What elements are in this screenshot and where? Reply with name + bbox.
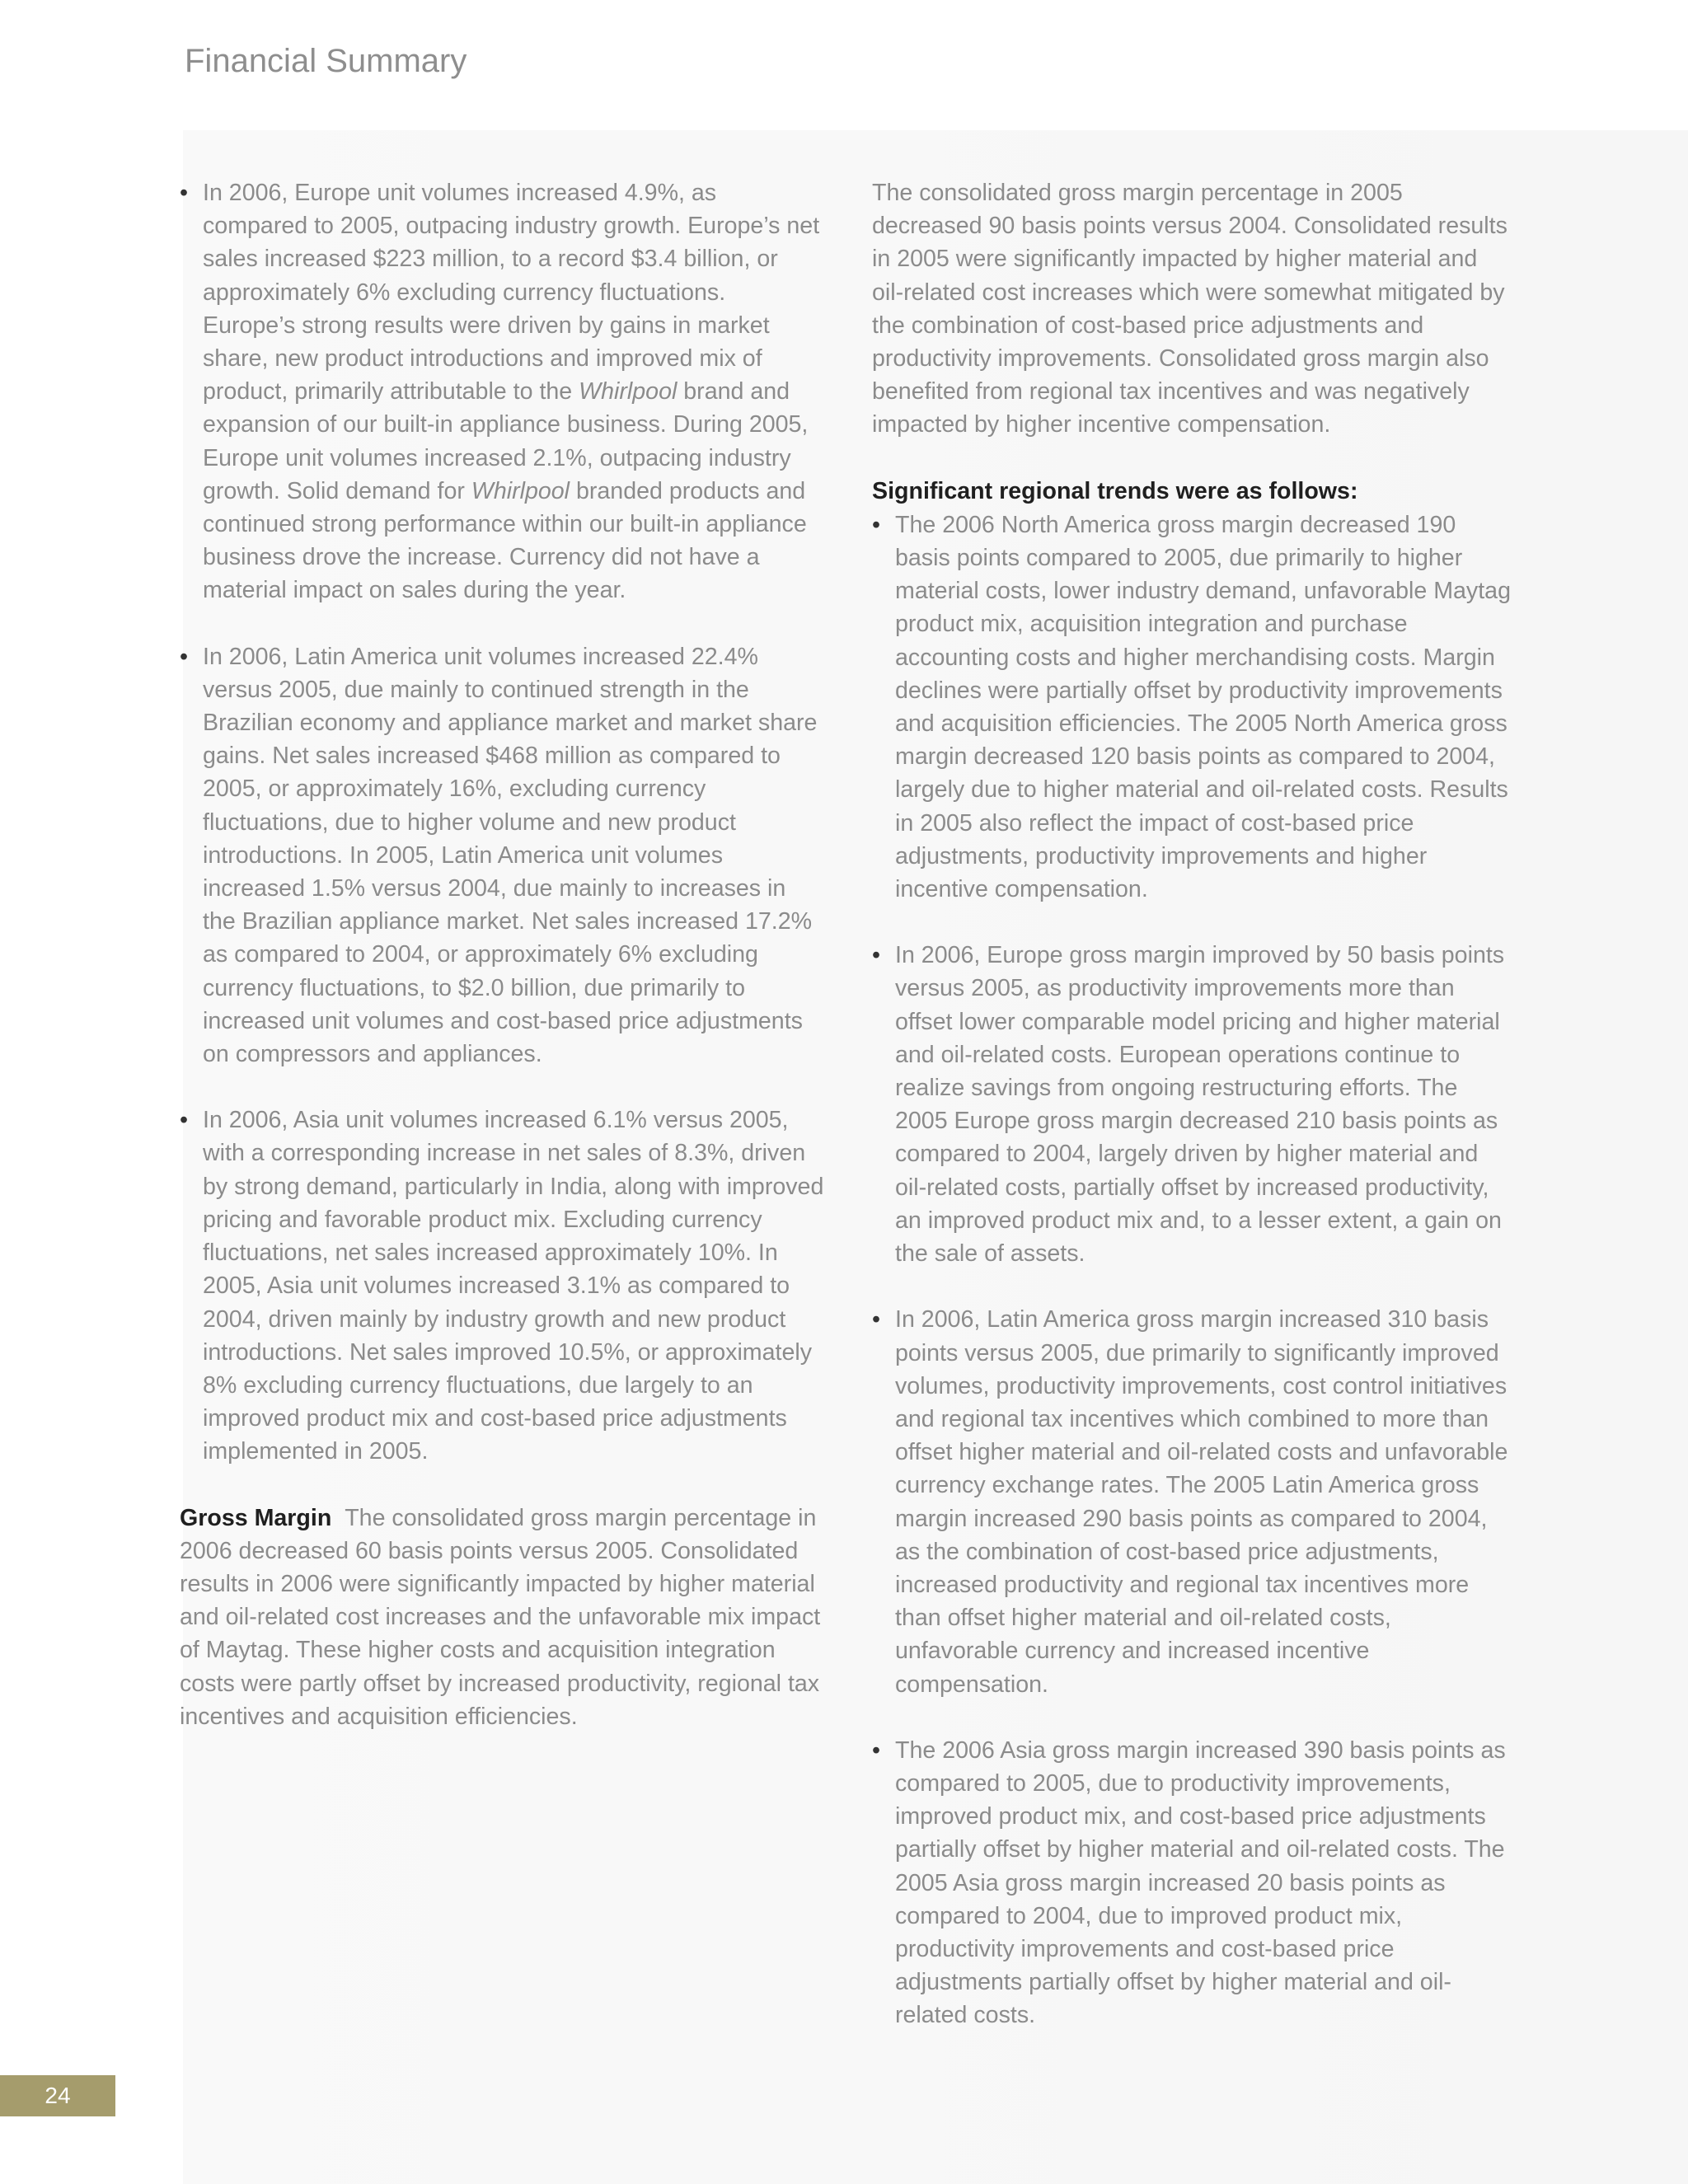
bullet-europe-margin: • In 2006, Europe gross margin improved by 50 basis points versus 2005, as productivity improvements more than offset lower comparable model pricing and higher material and oil-related costs. European operations continue to realize savings from ongoing restructuring efforts. The 2005 Europe gross margin decreased 210 basis points as compared to 2004, largely driven by higher material and oil-related costs, partially offset by increased productivity, an improved product mix and, to a lesser extent, a gain on the sale of assets. <box>872 939 1515 1270</box>
consolidated-margin-paragraph: The consolidated gross margin percentage in 2005 decreased 90 basis points versus 2004. Consolidated results in 2005 were significantly impacted by higher material and oil-related cost increases which were somewhat mitigated by the combination of cost-based price adjustments and productivity improvements. Consolidated gross margin also benefited from regional tax incentives and was negatively impacted by higher incentive compensation. <box>872 180 1507 438</box>
bullet-north-america-margin: • The 2006 North America gross margin decreased 190 basis points compared to 2005, due primarily to higher material costs, lower industry demand, unfavorable Maytag product mix, acquisition integration and purchase accounting costs and higher merchandising costs. Margin declines were partially offset by productivity improvements and acquisition efficiencies. The 2005 North America gross margin decreased 120 basis points as compared to 2004, largely due to higher material and oil-related costs. Results in 2005 also reflect the impact of cost-based price adjustments, productivity improvements and higher incentive compensation. <box>872 509 1515 906</box>
brand-name: Whirlpool <box>579 378 678 405</box>
bullet-text: branded products and continued strong performance within our built-in appliance business drove the increase. Currency did not have a material impact on sales during the year. <box>203 477 807 604</box>
right-column <box>872 176 1515 2065</box>
bullet-text: In 2006, Europe unit volumes increased 4.9%, as compared to 2005, outpacing industry growth. Europe’s net sales increased $223 million, to a record $3.4 billion, or approximately 6% excluding currency fluctuations. Europe’s strong results were driven by gains in market share, new product introductions and improved mix of product, primarily attributable to the <box>203 180 820 405</box>
brand-name: Whirlpool <box>471 477 570 504</box>
gross-margin-heading: Gross Margin <box>180 1504 332 1531</box>
gross-margin-paragraph <box>180 1502 824 1733</box>
left-column <box>180 176 824 1766</box>
bullet-europe-volumes <box>180 176 824 607</box>
gross-margin-text: The consolidated gross margin percentage in 2006 decreased 60 basis points versus 2005. Consolidated results in 2006 were significantly impacted by higher material and oil-related cost increases and the unfavorable mix impact of Maytag. These higher costs and acquisition integration costs were partly offset by increased productivity, regional tax incentives and acquisition efficiencies. <box>180 1504 821 1730</box>
bullet-latin-america-margin: • In 2006, Latin America gross margin increased 310 basis points versus 2005, due primarily to significantly improved volumes, productivity improvements, cost control initiatives and regional tax incentives which combined to more than offset higher material and oil-related costs and unfavorable currency exchange rates. The 2005 Latin America gross margin increased 290 basis points as compared to 2004, as the combination of cost-based price adjustments, increased productivity and regional tax incentives more than offset higher material and oil-related costs, unfavorable currency and increased incentive compensation. <box>872 1303 1515 1700</box>
regional-trends-heading: Significant regional trends were as follows: <box>872 477 1358 504</box>
bullet-latin-america-volumes: • In 2006, Latin America unit volumes increased 22.4% versus 2005, due mainly to continued strength in the Brazilian economy and appliance market and market share gains. Net sales increased $468 million as compared to 2005, or approximately 16%, excluding currency fluctuations, due to higher volume and new product introductions. In 2005, Latin America unit volumes increased 1.5% versus 2004, due mainly to increases in the Brazilian appliance market. Net sales increased 17.2% as compared to 2004, or approximately 6% excluding currency fluctuations, to $2.0 billion, due primarily to increased unit volumes and cost-based price adjustments on compressors and appliances. <box>180 640 824 1071</box>
bullet-asia-volumes: • In 2006, Asia unit volumes increased 6.1% versus 2005, with a corresponding increase in net sales of 8.3%, driven by strong demand, particularly in India, along with improved pricing and favorable product mix. Excluding currency fluctuations, net sales increased approximately 10%. In 2005, Asia unit volumes increased 3.1% as compared to 2004, driven mainly by industry growth and new product introductions. Net sales improved 10.5%, or approximately 8% excluding currency fluctuations, due largely to an improved product mix and cost-based price adjustments implemented in 2005. <box>180 1104 824 1468</box>
page-header: Financial Summary <box>185 43 467 79</box>
bullet-text: brand and expansion of our built-in appliance business. During 2005, Europe unit volumes increased 2.1%, outpacing industry growth. Solid demand for <box>203 378 809 504</box>
page-number: 24 <box>0 2075 115 2116</box>
bullet-asia-margin: • The 2006 Asia gross margin increased 390 basis points as compared to 2005, due to productivity improvements, improved product mix, and cost-based price adjustments partially offset by higher material and oil-related costs. The 2005 Asia gross margin increased 20 basis points as compared to 2004, due to improved product mix, productivity improvements and cost-based price adjustments partially offset by higher material and oil-related costs. <box>872 1734 1515 2032</box>
